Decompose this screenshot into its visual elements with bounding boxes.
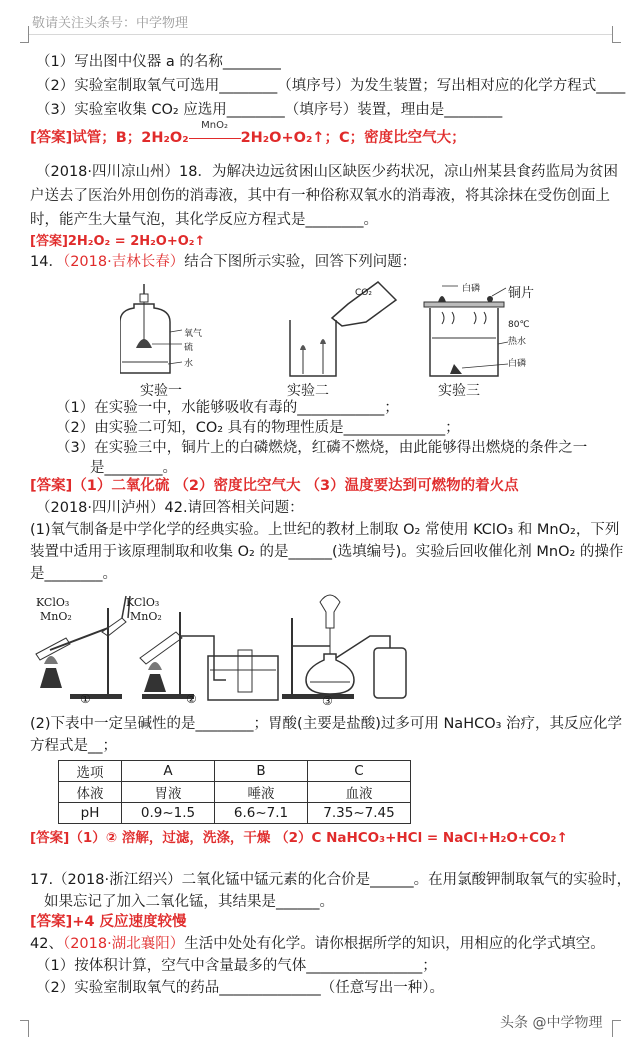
table-cell: 7.35~7.45 — [308, 803, 411, 824]
q42b-part1: （1）按体积计算，空气中含量最多的气体________________； — [36, 958, 437, 974]
table-cell: 0.9~1.5 — [122, 803, 215, 824]
q42-line2: 装置中适用于该原理制取和收集 O₂ 的是______(选填编号)。实验后回收催化剂 MnO₂ 的操作 — [30, 544, 624, 560]
label-copper-plate: 铜片 — [508, 286, 535, 301]
label-water: 水 — [184, 359, 194, 369]
corner-mark-top-right — [612, 26, 621, 43]
q42-line1: (1)氧气制备是中学化学的经典实验。上世纪的教材上制取 O₂ 常使用 KClO₃ 和 MnO₂，下列 — [30, 522, 620, 538]
catalyst-arrow — [189, 120, 241, 148]
q14-number: 14． — [30, 254, 63, 270]
table-cell: C — [308, 761, 411, 782]
label-temperature: 80℃ — [508, 320, 530, 330]
label-experiment-2: 实验二 — [287, 383, 329, 399]
table-row — [59, 761, 411, 782]
table-cell: pH — [59, 803, 122, 824]
q-prev-part1: （1）写出图中仪器 a 的名称________ — [36, 54, 281, 70]
q42-line4: (2)下表中一定呈碱性的是________；胃酸(主要是盐酸)过多可用 NaHCO₃ 治疗，其反应化学 — [30, 716, 623, 732]
q14-text: 结合下图所示实验，回答下列问题： — [184, 254, 417, 270]
table-cell: B — [215, 761, 308, 782]
q18-line2: 户送去了医治外用创伤的消毒液，其中有一种俗称双氧水的消毒液，将其涂抹在受伤创面上 — [30, 188, 610, 204]
q14-source: （2018·吉林长春） — [62, 254, 185, 270]
label-hot-water: 热水 — [508, 337, 527, 347]
q18-line3: 时，能产生大量气泡，其化学反应方程式是________。 — [30, 212, 378, 228]
q14-part3-a: （3）在实验三中，铜片上的白磷燃烧，红磷不燃烧，由此能够得出燃烧的条件之一 — [56, 440, 588, 456]
label-co2: CO₂ — [355, 288, 372, 298]
table-cell: 唾液 — [215, 782, 308, 803]
answer-q18: [答案]2H₂O₂ = 2H₂O+O₂↑ — [30, 234, 206, 249]
apparatus-3 — [282, 595, 406, 699]
jar-experiment-1 — [120, 284, 182, 373]
beaker-experiment-3 — [424, 286, 508, 376]
q42b-number: 42、 — [30, 936, 63, 952]
label-kclo3-1: KClO₃ — [36, 596, 70, 609]
q42b-source: （2018·湖北襄阳） — [62, 936, 185, 952]
q14-part2: （2）由实验二可知，CO₂ 具有的物理性质是______________； — [56, 420, 460, 436]
answer-q14: [答案]（1）二氧化硫 （2）密度比空气大 （3）温度要达到可燃物的着火点 — [30, 478, 519, 494]
table-cell: 选项 — [59, 761, 122, 782]
answer-q42: [答案]（1）② 溶解，过滤，洗涤，干燥 （2）C NaHCO₃+HCl = NaCl+H₂O+CO₂↑ — [30, 830, 568, 846]
table-cell: 体液 — [59, 782, 122, 803]
label-experiment-1: 实验一 — [140, 383, 182, 399]
answer-prev-post: 2H₂O+O₂↑；C；密度比空气大； — [240, 130, 466, 146]
q-prev-part2: （2）实验室制取氧气可选用________（填序号）为发生装置；写出相对应的化学方程式____ — [36, 78, 626, 94]
label-sulfur: 硫 — [184, 343, 194, 353]
label-white-phosphorus-bottom: 白磷 — [508, 359, 527, 369]
table-cell: 胃液 — [122, 782, 215, 803]
q42b-part2: （2）实验室制取氧气的药品______________（任意写出一种）。 — [36, 980, 444, 996]
q42-line5: 方程式是__； — [30, 738, 117, 754]
page-header: 敬请关注头条号：中学物理 — [32, 16, 189, 31]
label-oxygen: 氧气 — [184, 329, 203, 339]
header-divider — [28, 34, 612, 35]
corner-mark-bottom-left — [20, 1020, 29, 1037]
answer-prev-pre: [答案]试管；B；2H₂O₂ — [30, 130, 189, 146]
q17-line1: 17.（2018·浙江绍兴）二氧化锰中锰元素的化合价是______。在用氯酸钾制取氧气的实验时， — [30, 872, 632, 888]
watermark: 头条 @中学物理 — [500, 1015, 603, 1031]
q14-part1: （1）在实验一中，水能够吸收有毒的____________； — [56, 400, 399, 416]
label-kclo3-2: KClO₃ — [126, 596, 160, 609]
beaker-experiment-2 — [290, 282, 396, 376]
q18-line1: （2018·四川凉山州）18．为解决边远贫困山区缺医少药状况，凉山州某县食药监局为贫困 — [36, 164, 618, 180]
q14-part3-b: 是________。 — [90, 460, 177, 476]
q42b-stem — [30, 934, 605, 954]
label-mno2-1: MnO₂ — [40, 610, 72, 623]
corner-mark-bottom-right — [612, 1020, 621, 1037]
label-apparatus-3: ③ — [322, 694, 333, 708]
q42b-text: 生活中处处有化学。请你根据所学的知识，用相应的化学式填空。 — [184, 936, 605, 952]
catalyst-label: MnO₂ — [201, 120, 228, 131]
q-prev-part3: （3）实验室收集 CO₂ 应选用________（填序号）装置，理由是________ — [36, 102, 503, 118]
label-mno2-2: MnO₂ — [130, 610, 162, 623]
label-experiment-3: 实验三 — [438, 383, 480, 399]
apparatus-2 — [140, 612, 278, 700]
ph-table — [58, 760, 411, 824]
label-white-phosphorus-top: 白磷 — [462, 284, 481, 294]
table-cell: 6.6~7.1 — [215, 803, 308, 824]
answer-prev — [30, 120, 466, 148]
corner-mark-top-left — [20, 26, 29, 43]
q42-line3: 是________。 — [30, 566, 117, 582]
answer-q17: [答案]+4 反应速度较慢 — [30, 914, 187, 930]
table-row — [59, 782, 411, 803]
table-row — [59, 803, 411, 824]
table-cell: 血液 — [308, 782, 411, 803]
figure-apparatus — [30, 588, 450, 710]
label-apparatus-2: ② — [186, 692, 197, 706]
label-apparatus-1: ① — [80, 692, 91, 706]
table-cell: A — [122, 761, 215, 782]
q17-line2: 如果忘记了加入二氧化锰，其结果是______。 — [44, 894, 334, 910]
q42-source: （2018·四川泸州）42.请回答相关问题： — [36, 500, 304, 516]
q14-stem — [30, 252, 416, 272]
